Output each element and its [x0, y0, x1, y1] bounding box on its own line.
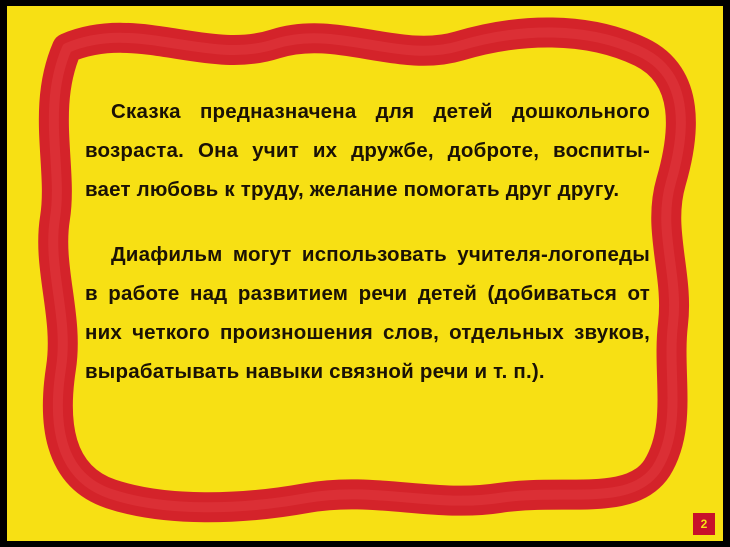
film-edge-right [723, 0, 730, 547]
paragraph-intro-line-3: вает любовь к труду, желание помогать друг [85, 178, 552, 201]
film-edge-bottom [0, 541, 730, 547]
paragraph-usage-line-4: звуков, вырабатывать навыки связной речи и т. п.). [85, 321, 650, 383]
paragraph-intro-line-2: возраста. Она учит их дружбе, доброте, воспиты- [85, 139, 650, 162]
slide-frame [7, 6, 723, 541]
paragraph-intro-line-4: другу. [557, 178, 620, 201]
paragraph-intro-line-1: Сказка предназначена для детей дошкольного [111, 100, 650, 123]
paragraph-usage-line-3: от них четкого произношения слов, отдельных [85, 282, 650, 344]
paragraph-usage-line-2: в работе над развитием речи детей (добиваться [85, 282, 618, 305]
page-number-badge: 2 [693, 513, 715, 535]
paragraph-usage-line-1: Диафильм могут использовать учителя-логопеды [111, 243, 650, 266]
slide-text-block [85, 92, 650, 437]
paragraph-intro [85, 92, 650, 209]
film-edge-left [0, 0, 7, 547]
paragraph-usage [85, 235, 650, 391]
film-edge-top [0, 0, 730, 6]
